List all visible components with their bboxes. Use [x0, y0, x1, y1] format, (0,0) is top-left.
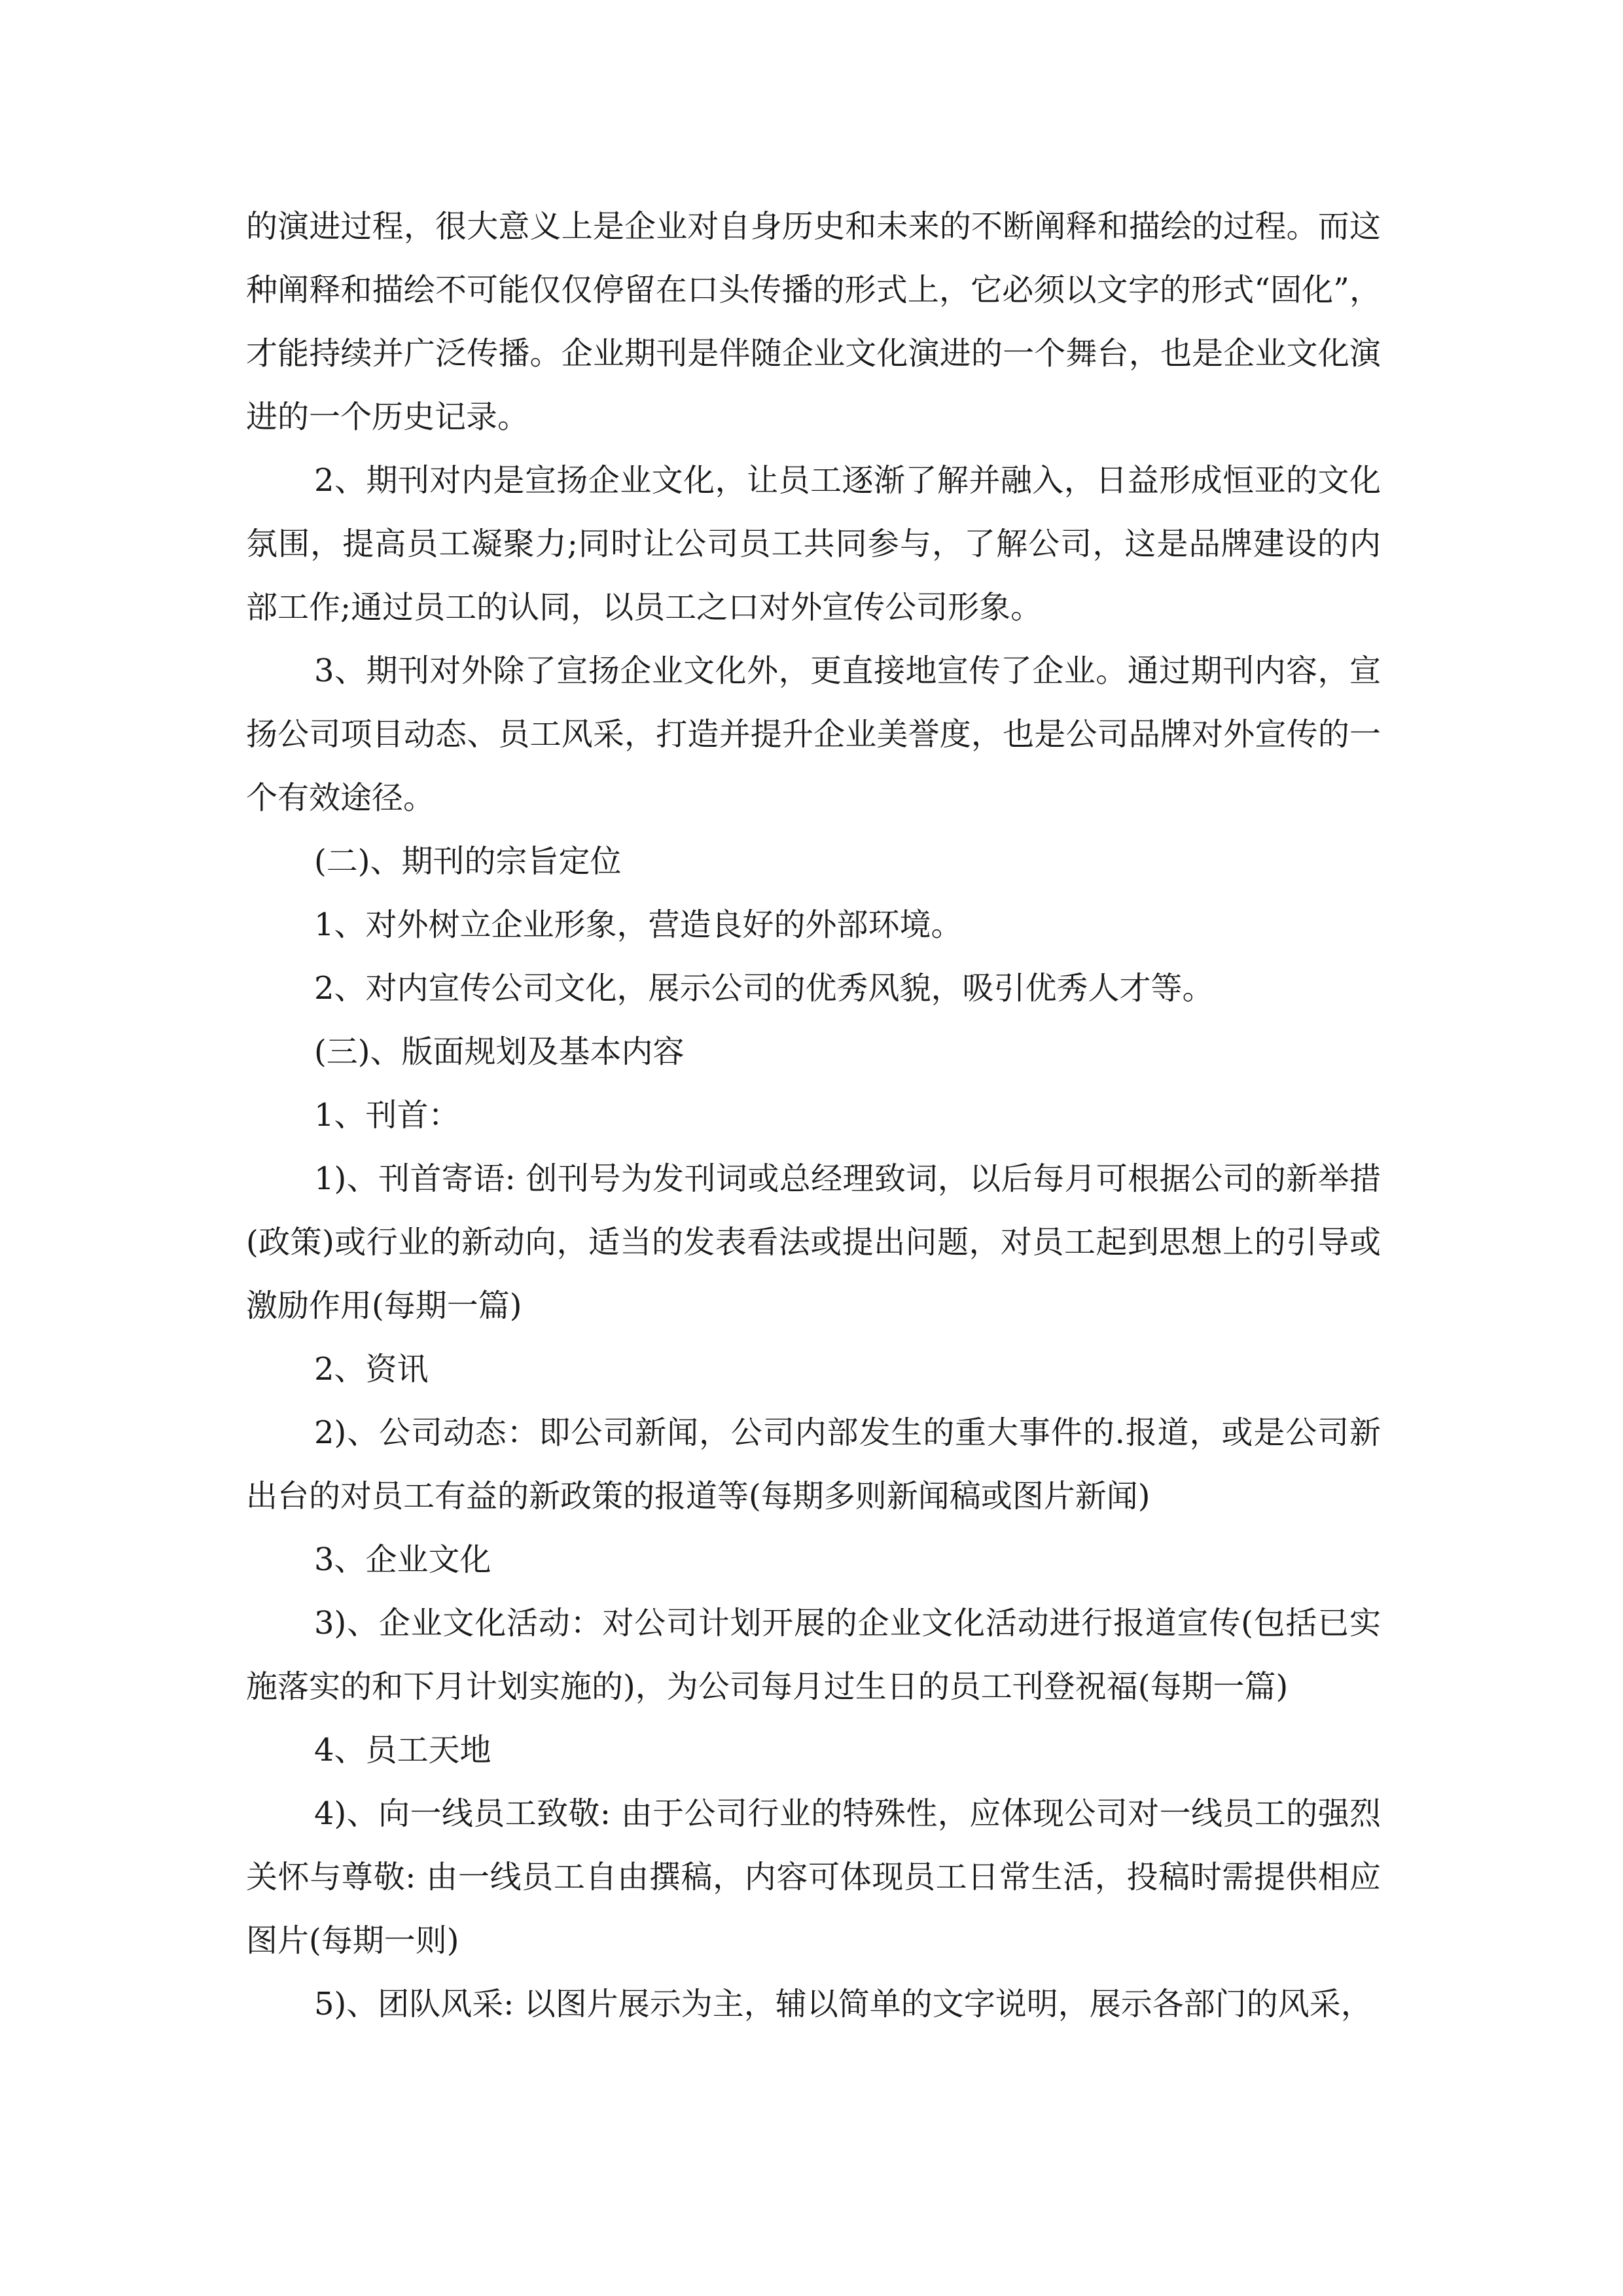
subheading-1: 1、刊首：	[314, 1097, 460, 1134]
paragraph-1: 的演进过程，很大意义上是企业对自身历史和未来的不断阐释和描绘的过程。而这种阐释和描绘不可能仅仅停留在口头传播的形式上，它必须以文字的形式“固化”，才能持续并广泛传播。企业期刊是伴随企业文化演进的一个舞台，也是企业文化演进的一个历史记录。	[246, 208, 1381, 435]
subheading-4: 4、员工天地	[314, 1732, 491, 1768]
paragraph-2: 2、期刊对内是宣扬企业文化，让员工逐渐了解并融入，日益形成恒亚的文化氛围，提高员工凝聚力;同时让公司员工共同参与，了解公司，这是品牌建设的内部工作;通过员工的认同，以员工之口对外宣传公司形象。	[246, 462, 1381, 626]
section-heading-2: (二)、期刊的宗旨定位	[314, 843, 622, 880]
paragraph-9: 4)、向一线员工致敬: 由于公司行业的特殊性，应体现公司对一线员工的强烈关怀与尊敬: 由一线员工自由撰稿，内容可体现员工日常生活，投稿时需提供相应图片(每期一则)	[246, 1795, 1381, 1959]
paragraph-5: 2、对内宣传公司文化，展示公司的优秀风貌，吸引优秀人才等。	[314, 970, 1214, 1007]
section-heading-3: (三)、版面规划及基本内容	[314, 1033, 685, 1070]
paragraph-8: 3)、企业文化活动：对公司计划开展的企业文化活动进行报道宣传(包括已实施落实的和下月计划实施的)，为公司每月过生日的员工刊登祝福(每期一篇)	[246, 1605, 1381, 1705]
document-body	[246, 195, 1381, 2036]
paragraph-7: 2)、公司动态：即公司新闻，公司内部发生的重大事件的.报道，或是公司新出台的对员工有益的新政策的报道等(每期多则新闻稿或图片新闻)	[246, 1414, 1381, 1515]
paragraph-6: 1)、刊首寄语: 创刊号为发刊词或总经理致词，以后每月可根据公司的新举措(政策)或行业的新动向，适当的发表看法或提出问题，对员工起到思想上的引导或激励作用(每期一篇)	[246, 1160, 1381, 1324]
paragraph-10: 5)、团队风采: 以图片展示为主，辅以简单的文字说明，展示各部门的风采，	[314, 1986, 1372, 2022]
paragraph-4: 1、对外树立企业形象，营造良好的外部环境。	[314, 906, 963, 943]
paragraph-3: 3、期刊对外除了宣扬企业文化外，更直接地宣传了企业。通过期刊内容，宣扬公司项目动态、员工风采，打造并提升企业美誉度，也是公司品牌对外宣传的一个有效途径。	[246, 653, 1381, 816]
subheading-2: 2、资讯	[314, 1351, 429, 1388]
subheading-3: 3、企业文化	[314, 1541, 491, 1578]
